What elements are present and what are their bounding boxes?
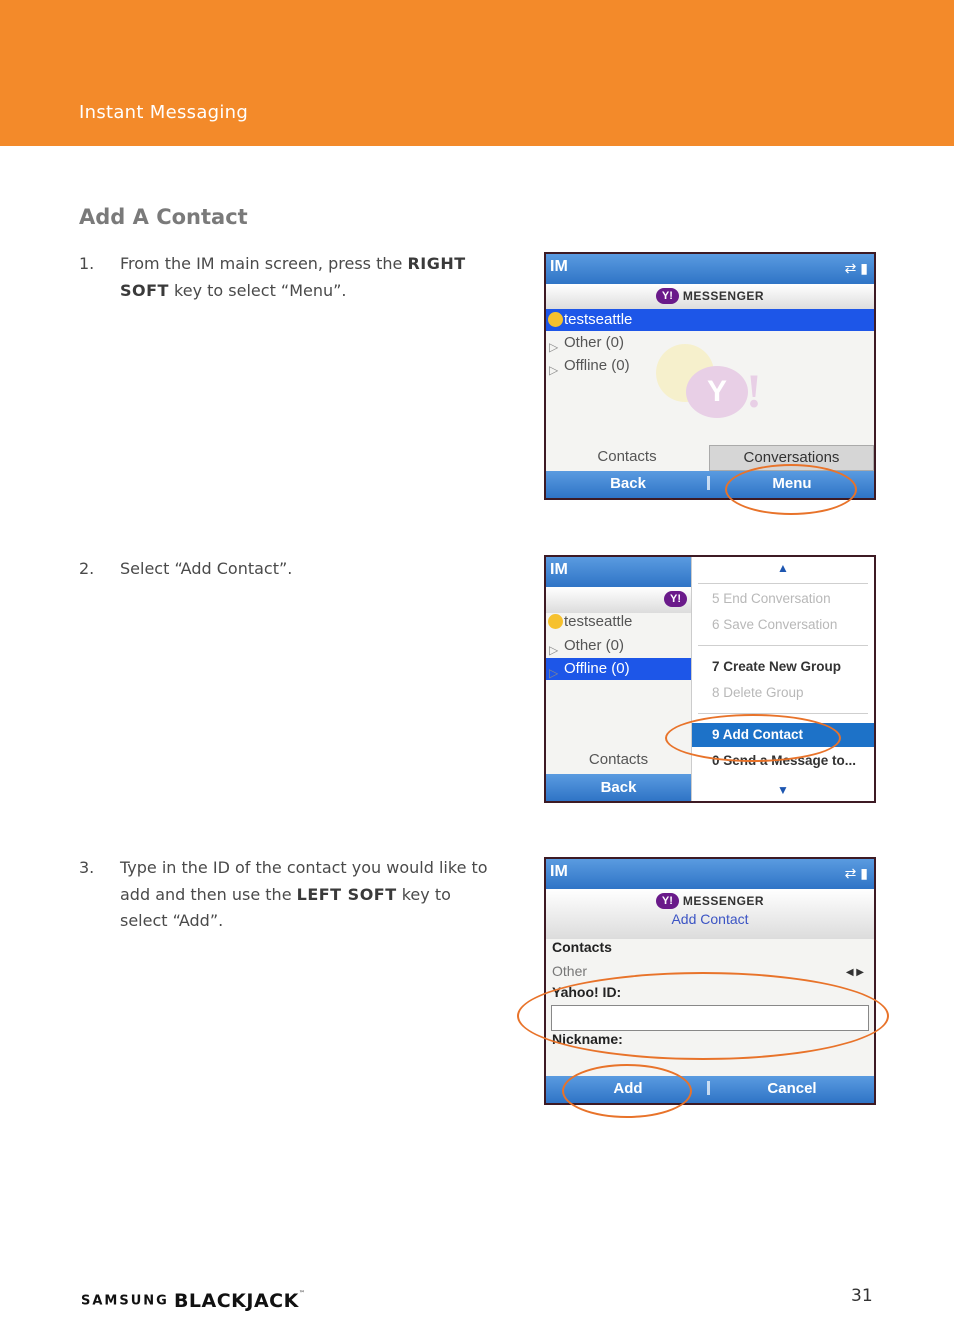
phone-title: IM: [550, 561, 568, 578]
yahoo-watermark-icon: Y: [686, 366, 748, 418]
scroll-down-icon[interactable]: ▼: [777, 783, 789, 797]
screenshot-im-main: [544, 252, 876, 500]
yahoo-logo-icon: Y!: [664, 591, 687, 607]
step-text: From the IM main screen, press the RIGHT SOFT key to select “Menu”.: [120, 254, 466, 300]
signal-icon: ⇄ ▮: [844, 865, 868, 881]
phone-title-bar: [546, 557, 691, 587]
step-number: 3.: [79, 858, 95, 877]
group-label: Other (0): [564, 334, 625, 351]
yahoo-id-label: Yahoo! ID:: [552, 984, 622, 1000]
step-number: 2.: [79, 559, 95, 578]
brand-logo: [81, 1290, 305, 1312]
trademark-symbol: ™: [298, 1290, 305, 1297]
messenger-banner: [546, 284, 874, 310]
contact-row[interactable]: [546, 611, 691, 633]
step-text: Select “Add Contact”.: [120, 559, 293, 578]
expand-arrow-icon: ▷: [549, 643, 559, 657]
group-field-label: Contacts: [552, 939, 612, 955]
highlight-circle: [665, 714, 841, 762]
expand-arrow-icon: ▷: [549, 666, 559, 680]
messenger-banner: [546, 587, 691, 613]
screen-subtitle: Add Contact: [671, 911, 749, 927]
key-name: LEFT SOFT: [296, 884, 397, 904]
phone-title: IM: [550, 258, 568, 275]
scroll-up-icon[interactable]: ▲: [777, 561, 789, 575]
tab-contacts[interactable]: Contacts: [588, 751, 649, 768]
left-right-arrows-icon[interactable]: ◀ ▶: [845, 967, 864, 978]
header-band: [0, 0, 954, 146]
group-row[interactable]: [546, 355, 874, 377]
menu-item-send-message[interactable]: 0 Send a Message to...: [712, 753, 857, 768]
step-text: Type in the ID of the contact you would like to add and then use the LEFT SOFT key to select “Add”.: [120, 858, 488, 930]
highlight-circle: [517, 972, 889, 1060]
messenger-word: MESSENGER: [682, 894, 765, 908]
yahoo-logo-icon: Y!: [656, 288, 679, 304]
smiley-icon: [548, 614, 563, 629]
back-soft-key[interactable]: Back: [546, 774, 691, 801]
messenger-word: MESSENGER: [682, 289, 765, 303]
menu-item-end-conversation[interactable]: 5 End Conversation: [712, 591, 831, 606]
group-label: Offline (0): [564, 660, 630, 677]
key-name: RIGHT SOFT: [120, 254, 466, 300]
expand-arrow-icon: ▷: [549, 363, 559, 377]
highlight-circle: [725, 464, 857, 515]
menu-divider: [698, 583, 868, 584]
smiley-icon: [548, 312, 563, 327]
cancel-soft-key[interactable]: Cancel: [767, 1080, 817, 1097]
blackjack-logo: BLACKJACK: [173, 1290, 299, 1312]
menu-item-add-contact[interactable]: 9 Add Contact: [692, 723, 874, 747]
phone-title-bar: [546, 254, 874, 284]
expand-arrow-icon: ▷: [549, 340, 559, 354]
group-row[interactable]: [546, 635, 691, 657]
group-row[interactable]: [546, 332, 874, 354]
tab-contacts[interactable]: Contacts: [597, 448, 657, 465]
menu-divider: [698, 645, 868, 646]
samsung-logo: SAMSUNG: [81, 1293, 169, 1309]
group-field-value[interactable]: Other: [552, 963, 588, 979]
contact-name: testseattle: [564, 311, 633, 328]
menu-item-delete-group[interactable]: 8 Delete Group: [712, 685, 804, 700]
phone-title-bar: [546, 859, 874, 889]
yahoo-logo-icon: Y!: [656, 893, 679, 909]
contact-row[interactable]: [546, 309, 874, 331]
highlight-circle: [562, 1064, 692, 1118]
exclamation-watermark-icon: !: [746, 365, 762, 418]
menu-divider: [698, 713, 868, 714]
group-row[interactable]: [546, 658, 691, 680]
options-menu: [691, 557, 874, 801]
page-heading: Add A Contact: [79, 205, 248, 229]
tab-conversations[interactable]: Conversations: [709, 445, 874, 471]
add-soft-key[interactable]: Add: [613, 1080, 643, 1097]
menu-soft-key[interactable]: Menu: [772, 475, 812, 492]
menu-item-save-conversation[interactable]: 6 Save Conversation: [712, 617, 838, 632]
phone-title: IM: [550, 863, 568, 880]
contact-name: testseattle: [564, 613, 633, 630]
menu-item-create-new-group[interactable]: 7 Create New Group: [712, 659, 842, 674]
step-number: 1.: [79, 254, 95, 273]
back-soft-key[interactable]: Back: [610, 475, 646, 492]
contact-list-panel: [546, 557, 691, 801]
section-title: Instant Messaging: [79, 102, 249, 123]
nickname-label: Nickname:: [552, 1031, 623, 1047]
signal-icon: ⇄ ▮: [844, 260, 868, 276]
group-label: Offline (0): [564, 357, 630, 374]
page-number: 31: [851, 1286, 873, 1306]
group-label: Other (0): [564, 637, 625, 654]
screenshot-im-menu: [544, 555, 876, 803]
